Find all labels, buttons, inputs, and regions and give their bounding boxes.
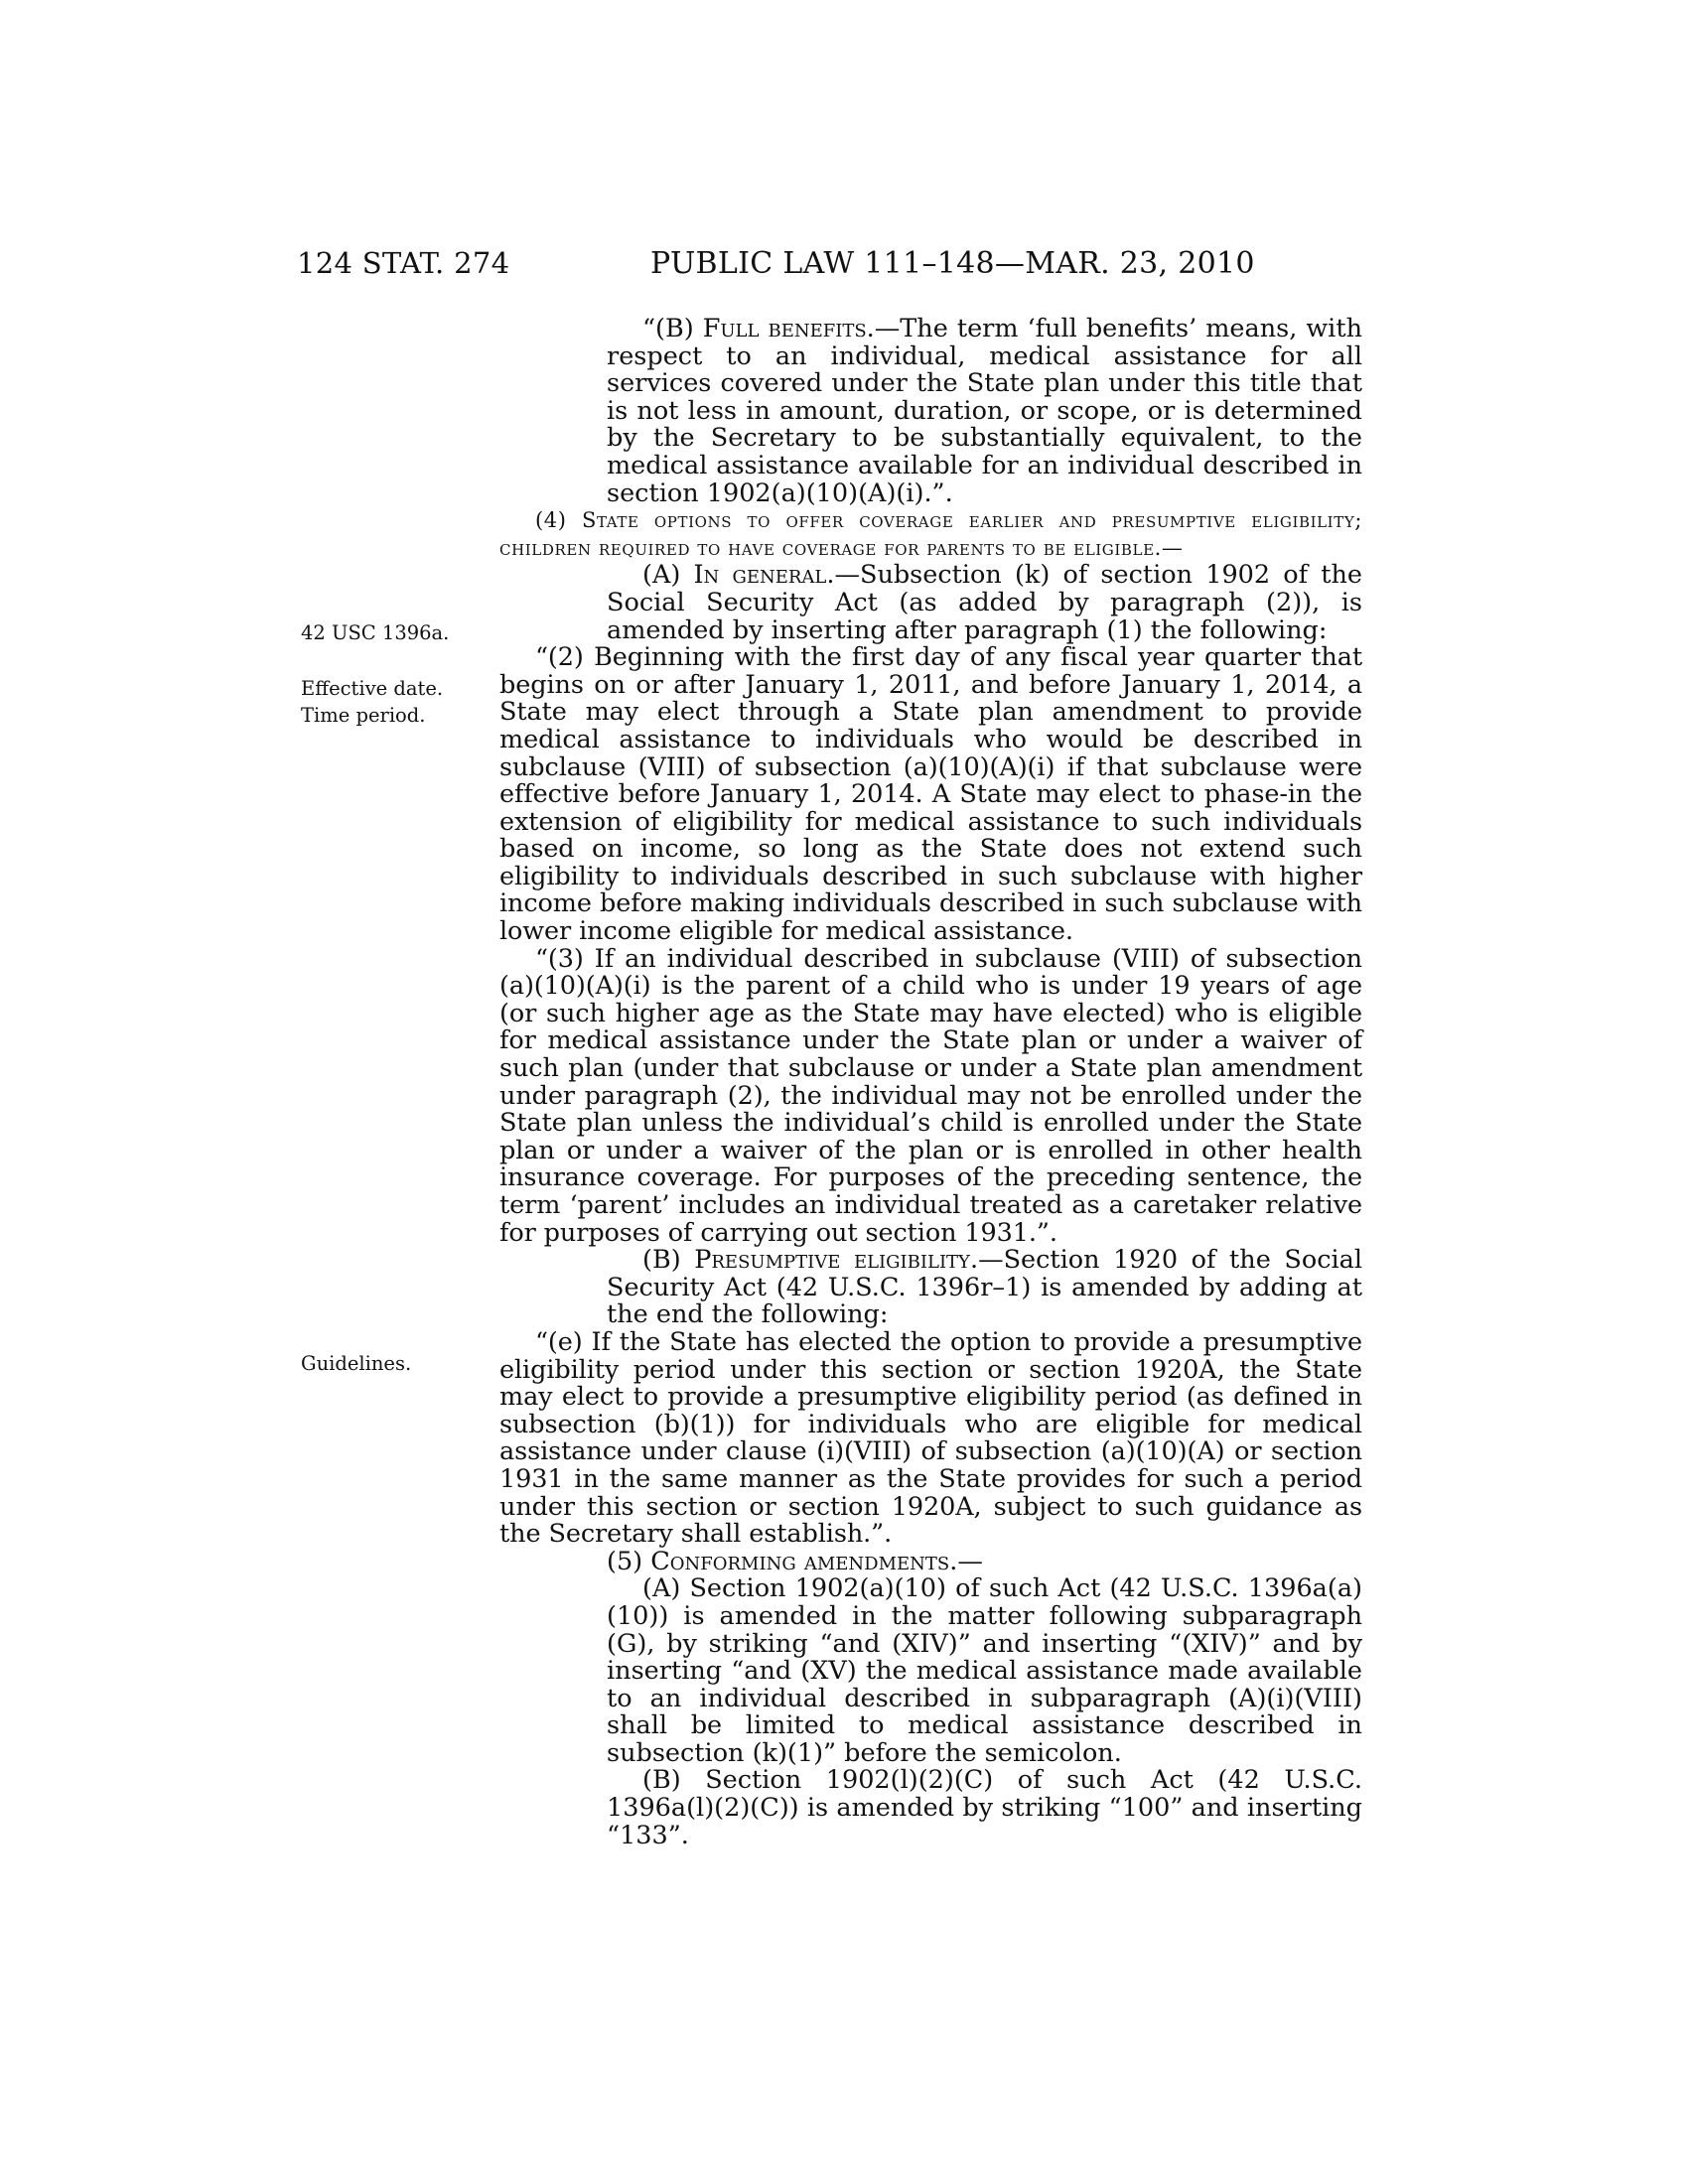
margin-note-guidelines: Guidelines. xyxy=(301,1352,412,1375)
conforming-amendment-b: (B) Section 1902(l)(2)(C) of such Act (42 U.S.C. 1396a(l)(2)(C)) is amended by striking “100” and inserting “133”. xyxy=(607,1765,1362,1850)
public-law-title: PUBLIC LAW 111–148—MAR. 23, 2010 xyxy=(650,246,1255,281)
presumptive-heading: (B) Presumptive eligibility. xyxy=(642,1245,979,1276)
document-body xyxy=(499,316,1362,1849)
margin-note-effective-date: Effective date. xyxy=(301,677,444,700)
page-header xyxy=(297,246,1365,286)
full-benefits-text: —The term ‘full benefits’ means, with respect to an individual, medical assistance for all services covered under the State plan under this title that is not less in amount, duration, or scope, or is determined by the Secretary to be substantially equivalent, to the medical assistance available for an individual described in section 1902(a)(10)(A)(i).”. xyxy=(607,314,1363,508)
in-general-heading: (A) In general. xyxy=(642,560,835,591)
paragraph-5-heading: (5) Conforming amendments.— xyxy=(607,1546,983,1576)
margin-note-time-period: Time period. xyxy=(301,704,426,727)
quoted-subsection-e: “(e) If the State has elected the option to provide a presumptive eligibility period under this section or section 1920A, the State may elect to provide a presumptive eligibility period (as defined in subsection (b)(1)) for individuals who are eligible for medical assistance under clause (i)(VIII) of subsection (a)(10)(A) or section 1931 in the same manner as the State provides for such a period under this section or section 1920A, subject to such guidance as the Secretary shall establish.”. xyxy=(499,1326,1362,1550)
conforming-amendment-a: (A) Section 1902(a)(10) of such Act (42 U.S.C. 1396a(a)(10)) is amended in the matter following subparagraph (G), by striking “and (XIV)” and inserting “(XIV)” and by inserting “and (XV) the medical assistance made available to an individual described in subparagraph (A)(i)(VIII) shall be limited to medical assistance described in subsection (k)(1)” before the semicolon. xyxy=(607,1573,1362,1768)
full-benefits-definition xyxy=(499,316,1362,507)
quoted-paragraph-2: “(2) Beginning with the first day of any fiscal year quarter that begins on or after January 1, 2011, and before January 1, 2014, a State may elect through a State plan amendment to provide medical assistance to individuals who would be described in subclause (VIII) of subsection (a)(10)(A)(i) if that subclause were effective before January 1, 2014. A State may elect to phase-in the extension of eligibility for medical assistance to such individuals based on income, so long as the State does not extend such eligibility to individuals described in such subclause with higher income before making individuals described in such subclause with lower income eligible for medical assistance. xyxy=(499,642,1362,947)
in-general-text: —Subsection (k) of section 1902 of the Social Security Act (as added by paragraph (2)), is amended by inserting after paragraph (1) the following: xyxy=(607,560,1362,645)
subparagraph-a-in-general xyxy=(499,562,1362,644)
full-benefits-heading: “(B) Full benefits. xyxy=(642,314,875,343)
margin-note-usc: 42 USC 1396a. xyxy=(301,621,450,644)
paragraph-4-heading: (4) State options to offer coverage earlier and presumptive eligibility; children required to have coverage for parents to be eligible.— xyxy=(499,508,1362,560)
quoted-paragraph-3: “(3) If an individual described in subclause (VIII) of subsection (a)(10)(A)(i) is the parent of a child who is under 19 years of age (or such higher age as the State may have elected) who is eligible for medical assistance under the State plan or under a waiver of such plan (under that subclause or under a State plan amendment under paragraph (2), the individual may not be enrolled under the State plan unless the individual’s child is enrolled under the State plan or under a waiver of the plan or is enrolled in other health insurance coverage. For purposes of the preceding sentence, the term ‘parent’ includes an individual treated as a caretaker relative for purposes of carrying out section 1931.”. xyxy=(499,943,1362,1248)
subparagraph-b-presumptive xyxy=(499,1247,1362,1329)
statute-page-number: 124 STAT. 274 xyxy=(297,246,510,280)
presumptive-text: —Section 1920 of the Social Security Act (42 U.S.C. 1396r–1) is amended by adding at the end the following: xyxy=(607,1245,1362,1330)
